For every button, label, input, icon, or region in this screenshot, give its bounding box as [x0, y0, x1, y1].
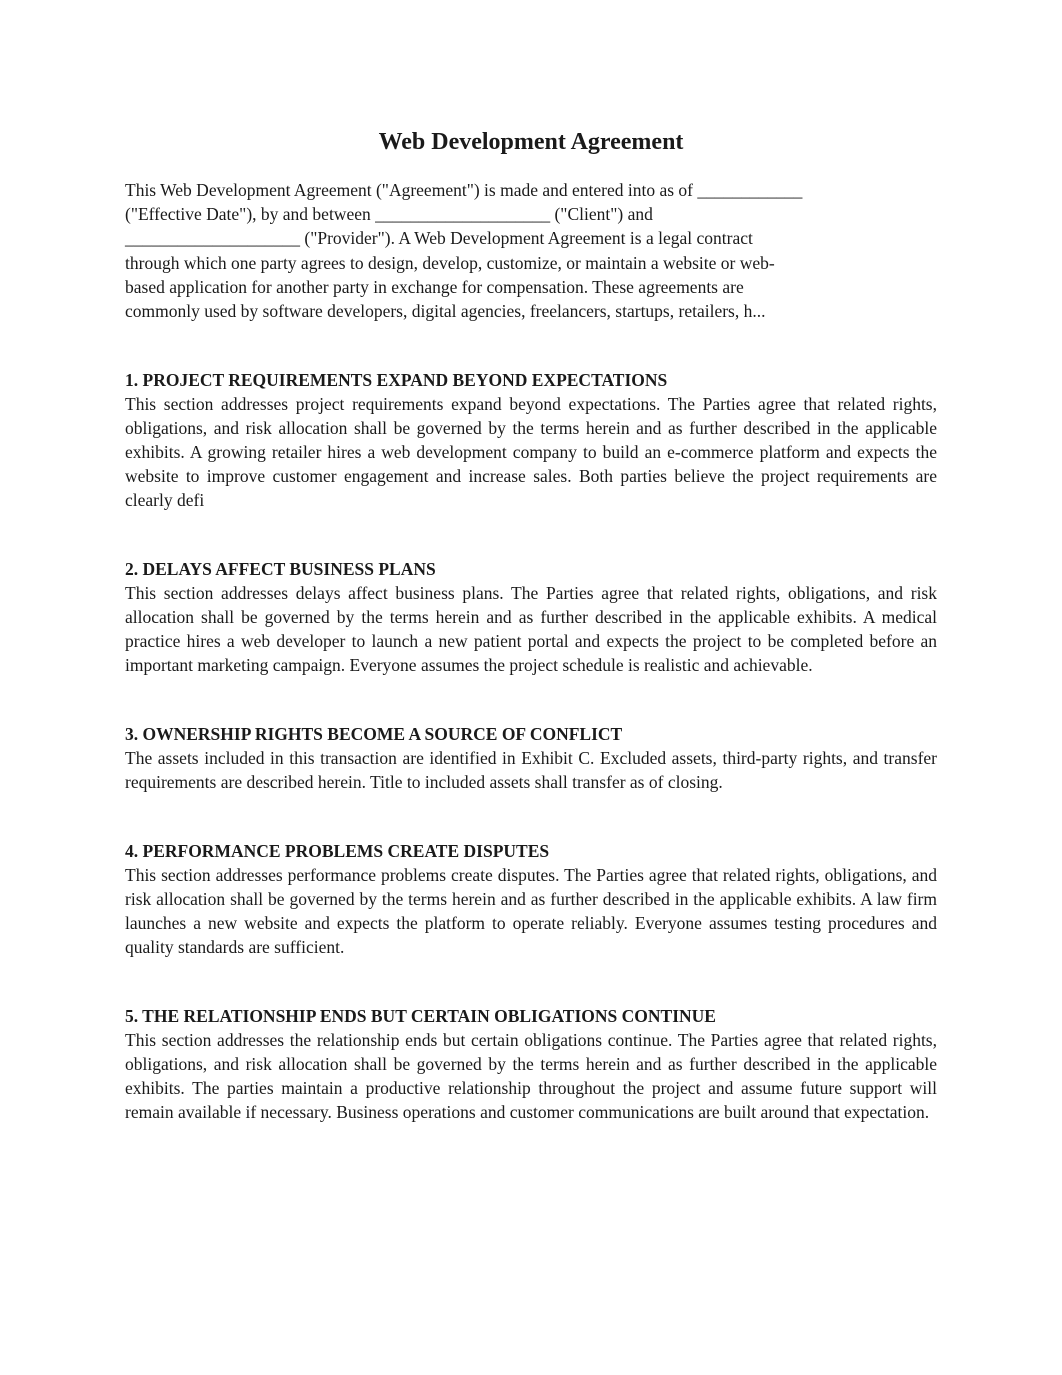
intro-line: commonly used by software developers, digital agencies, freelancers, startups, retailers, h...	[125, 301, 766, 322]
section-heading: 2. DELAYS AFFECT BUSINESS PLANS	[125, 559, 436, 580]
document-title: Web Development Agreement	[378, 129, 684, 155]
section-body: This section addresses performance problems create disputes. The Parties agree that related rights, obligations, and risk allocation shall be governed by the terms herein and as further described in the applicable exhibits. A law firm launches a new website and expects the platform to operate reliably. Everyone assumes testing procedures and quality standards are sufficient.	[125, 865, 937, 958]
section-ownership-rights	[125, 722, 937, 794]
intro-line: through which one party agrees to design, develop, customize, or maintain a website or web-	[125, 252, 775, 273]
section-delays	[125, 557, 937, 677]
section-project-requirements	[125, 368, 937, 512]
section-performance-problems	[125, 839, 937, 959]
section-body: This section addresses project requirements expand beyond expectations. The Parties agree that related rights, obligations, and risk allocation shall be governed by the terms herein and as further described in the applicable exhibits. A growing retailer hires a web development company to build an e-commerce platform and expects the website to improve customer engagement and increase sales. Both parties believe the project requirements are clearly defi	[125, 394, 937, 511]
intro-line: based application for another party in exchange for compensation. These agreements are	[125, 276, 744, 297]
intro-line: This Web Development Agreement ("Agreement") is made and entered into as of ____________	[125, 180, 803, 200]
section-body: This section addresses the relationship ends but certain obligations continue. The Parties agree that related rights, obligations, and risk allocation shall be governed by the terms herein and as further described in the applicable exhibits. The parties maintain a productive relationship throughout the project and assume future support will remain available if necessary. Business operations and customer communications are built around that expectation.	[125, 1030, 937, 1123]
intro-line: ____________________ ("Provider"). A Web Development Agreement is a legal contract	[125, 228, 753, 249]
section-heading: 4. PERFORMANCE PROBLEMS CREATE DISPUTES	[125, 841, 550, 862]
intro-paragraph	[125, 178, 937, 323]
section-relationship-ends	[125, 1004, 937, 1124]
section-heading: 1. PROJECT REQUIREMENTS EXPAND BEYOND EXPECTATIONS	[125, 370, 668, 391]
section-body: The assets included in this transaction are identified in Exhibit C. Excluded assets, third-party rights, and transfer requirements are described herein. Title to included assets shall transfer as of closing.	[125, 748, 937, 793]
section-heading: 3. OWNERSHIP RIGHTS BECOME A SOURCE OF CONFLICT	[125, 724, 623, 745]
document-page	[125, 122, 937, 1124]
section-heading: 5. THE RELATIONSHIP ENDS BUT CERTAIN OBLIGATIONS CONTINUE	[125, 1006, 716, 1027]
section-body: This section addresses delays affect business plans. The Parties agree that related rights, obligations, and risk allocation shall be governed by the terms herein and as further described in the applicable exhibits. A medical practice hires a web developer to launch a new patient portal and expects the project to be completed before an important marketing campaign. Everyone assumes the project schedule is realistic and achievable.	[125, 583, 937, 676]
intro-line: ("Effective Date"), by and between ____________________ ("Client") and	[125, 204, 653, 225]
